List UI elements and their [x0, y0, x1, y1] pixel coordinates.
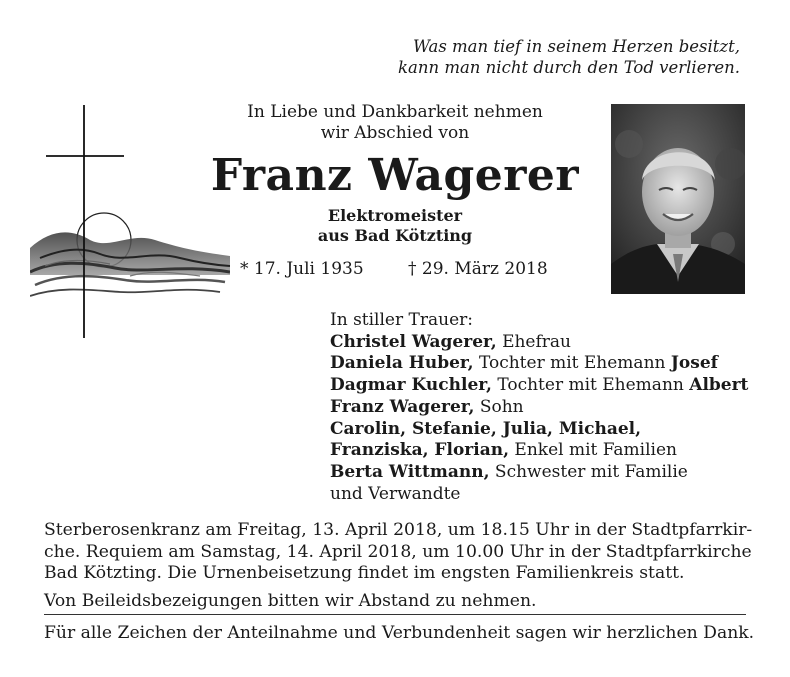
deceased-role — [200, 206, 590, 246]
mourner-relation: Ehefrau — [496, 331, 571, 352]
mourners-heading: In stiller Trauer: — [330, 310, 473, 330]
mourner-relation: Sohn — [474, 396, 524, 417]
mourner-row — [330, 397, 770, 419]
mourner-row — [330, 419, 770, 441]
mourner-row — [330, 353, 770, 375]
motto-line: Was man tief in seinem Herzen besitzt, — [412, 37, 740, 56]
mourner-row — [330, 440, 770, 462]
notice-line: Sterberosenkranz am Freitag, 13. April 2018, um 18.15 Uhr in der Stadtpfarrkir- — [44, 520, 753, 540]
mourner-spouse: Josef — [670, 353, 718, 374]
mourner-relation: Tochter mit Ehemann — [491, 375, 690, 396]
mourners-list — [330, 310, 770, 505]
intro-line: wir Abschied von — [320, 123, 470, 143]
birth-date: * 17. Juli 1935 — [240, 259, 364, 279]
mourner-name: Carolin, Stefanie, Julia, Michael, — [330, 418, 642, 439]
service-notice — [44, 520, 753, 612]
intro-text — [200, 102, 590, 144]
notice-line: che. Requiem am Samstag, 14. April 2018, um 10.00 Uhr in der Stadtpfarrkirche — [44, 541, 752, 562]
mourner-name: Dagmar Kuchler, — [330, 375, 492, 396]
mourner-row — [330, 375, 770, 397]
thanks-line: Für alle Zeichen der Anteilnahme und Verbundenheit sagen wir herzlichen Dank. — [44, 623, 755, 643]
mourner-name: Berta Wittmann, — [330, 461, 490, 482]
mourner-relation: und Verwandte — [330, 483, 461, 504]
mourner-relation: Enkel mit Familien — [509, 440, 677, 461]
condolence-note: Von Beileidsbezeigungen bitten wir Abstand zu nehmen. — [44, 590, 537, 611]
mourner-relation: Schwester mit Familie — [489, 461, 688, 482]
mourner-row — [330, 462, 770, 484]
mourner-name: Daniela Huber, — [330, 353, 474, 374]
intro-line: In Liebe und Dankbarkeit nehmen — [247, 102, 543, 122]
divider-line — [44, 614, 746, 615]
mourner-relation: Tochter mit Ehemann — [473, 353, 671, 374]
deceased-origin: aus Bad Kötzting — [317, 226, 473, 245]
mourner-name: Franz Wagerer, — [330, 396, 475, 417]
death-date: † 29. März 2018 — [408, 259, 548, 279]
deceased-occupation: Elektromeister — [327, 206, 463, 225]
portrait-photo — [611, 104, 745, 294]
motto-quote — [380, 36, 740, 78]
notice-line: Bad Kötzting. Die Urnenbeisetzung findet im engsten Familienkreis statt. — [44, 563, 685, 584]
mourner-row — [330, 332, 770, 354]
deceased-name: Franz Wagerer — [210, 150, 580, 201]
mourner-name: Christel Wagerer, — [330, 331, 497, 352]
mourner-row — [330, 484, 770, 506]
mourner-name: Franziska, Florian, — [330, 440, 509, 461]
mourner-spouse: Albert — [689, 375, 749, 396]
motto-line: kann man nicht durch den Tod verlieren. — [397, 58, 740, 77]
